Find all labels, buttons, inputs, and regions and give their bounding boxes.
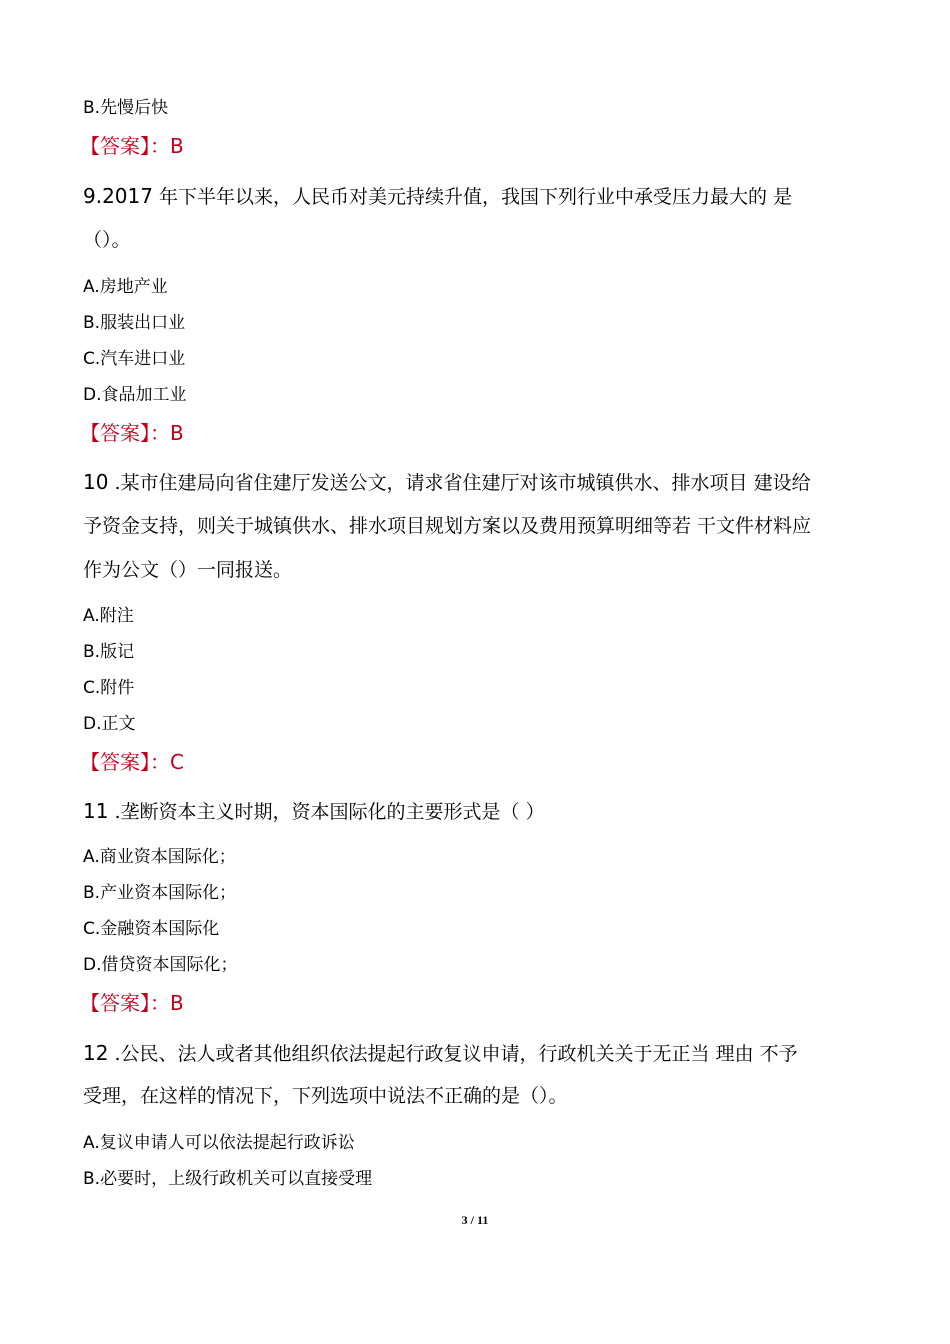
question-10-line-2: 予资金支持，则关于城镇供水、排水项目规划方案以及费用预算明细等若 干文件材料应 <box>83 515 812 537</box>
question-9-option-c: C.汽车进口业 <box>83 349 186 369</box>
question-10-option-d: D.正文 <box>83 714 136 734</box>
question-10-answer: 【答案】：C <box>80 750 184 774</box>
question-12-line-2: 受理，在这样的情况下，下列选项中说法不正确的是（）。 <box>83 1085 568 1107</box>
question-10-line-1 <box>83 469 811 496</box>
question-11-option-b: B.产业资本国际化； <box>83 883 237 903</box>
question-9-line-1 <box>83 183 792 210</box>
question-10-number: 10 <box>83 470 109 494</box>
question-12-text: .公民、法人或者其他组织依法提起行政复议申请，行政机关关于无正当 理由 不予 <box>108 1043 798 1065</box>
question-9-number: 9.2017 <box>83 184 153 208</box>
question-9-option-b: B.服装出口业 <box>83 313 186 333</box>
question-11-option-a: A.商业资本国际化； <box>83 847 236 867</box>
option-b-previous: B.先慢后快 <box>83 98 169 118</box>
question-9-answer: 【答案】：B <box>80 421 184 445</box>
question-11-answer: 【答案】：B <box>80 991 184 1015</box>
question-12-option-a: A.复议申请人可以依法提起行政诉讼 <box>83 1133 355 1153</box>
question-10-option-b: B.版记 <box>83 642 135 662</box>
question-9-option-d: D.食品加工业 <box>83 385 187 405</box>
question-11-option-c: C.金融资本国际化 <box>83 919 220 939</box>
answer-previous: 【答案】：B <box>80 134 184 158</box>
question-12-option-b: B.必要时，上级行政机关可以直接受理 <box>83 1169 373 1189</box>
question-11-line-1 <box>83 798 545 825</box>
question-11-number: 11 <box>83 799 109 823</box>
question-10-option-c: C.附件 <box>83 678 135 698</box>
question-11-text: .垄断资本主义时期，资本国际化的主要形式是（ ） <box>108 801 545 823</box>
question-12-line-1 <box>83 1040 798 1067</box>
question-12-number: 12 <box>83 1041 109 1065</box>
question-10-option-a: A.附注 <box>83 606 134 626</box>
question-11-option-d: D.借贷资本国际化； <box>83 955 238 975</box>
question-9-text: 年下半年以来，人民币对美元持续升值，我国下列行业中承受压力最大的 是 <box>152 186 793 208</box>
question-10-line-3: 作为公文（）一同报送。 <box>83 559 293 581</box>
question-9-line-2: （）。 <box>83 229 131 251</box>
question-9-option-a: A.房地产业 <box>83 277 168 297</box>
page-number: 3 / 11 <box>461 1213 489 1227</box>
question-10-text: .某市住建局向省住建厅发送公文，请求省住建厅对该市城镇供水、排水项目 建设给 <box>108 472 811 494</box>
